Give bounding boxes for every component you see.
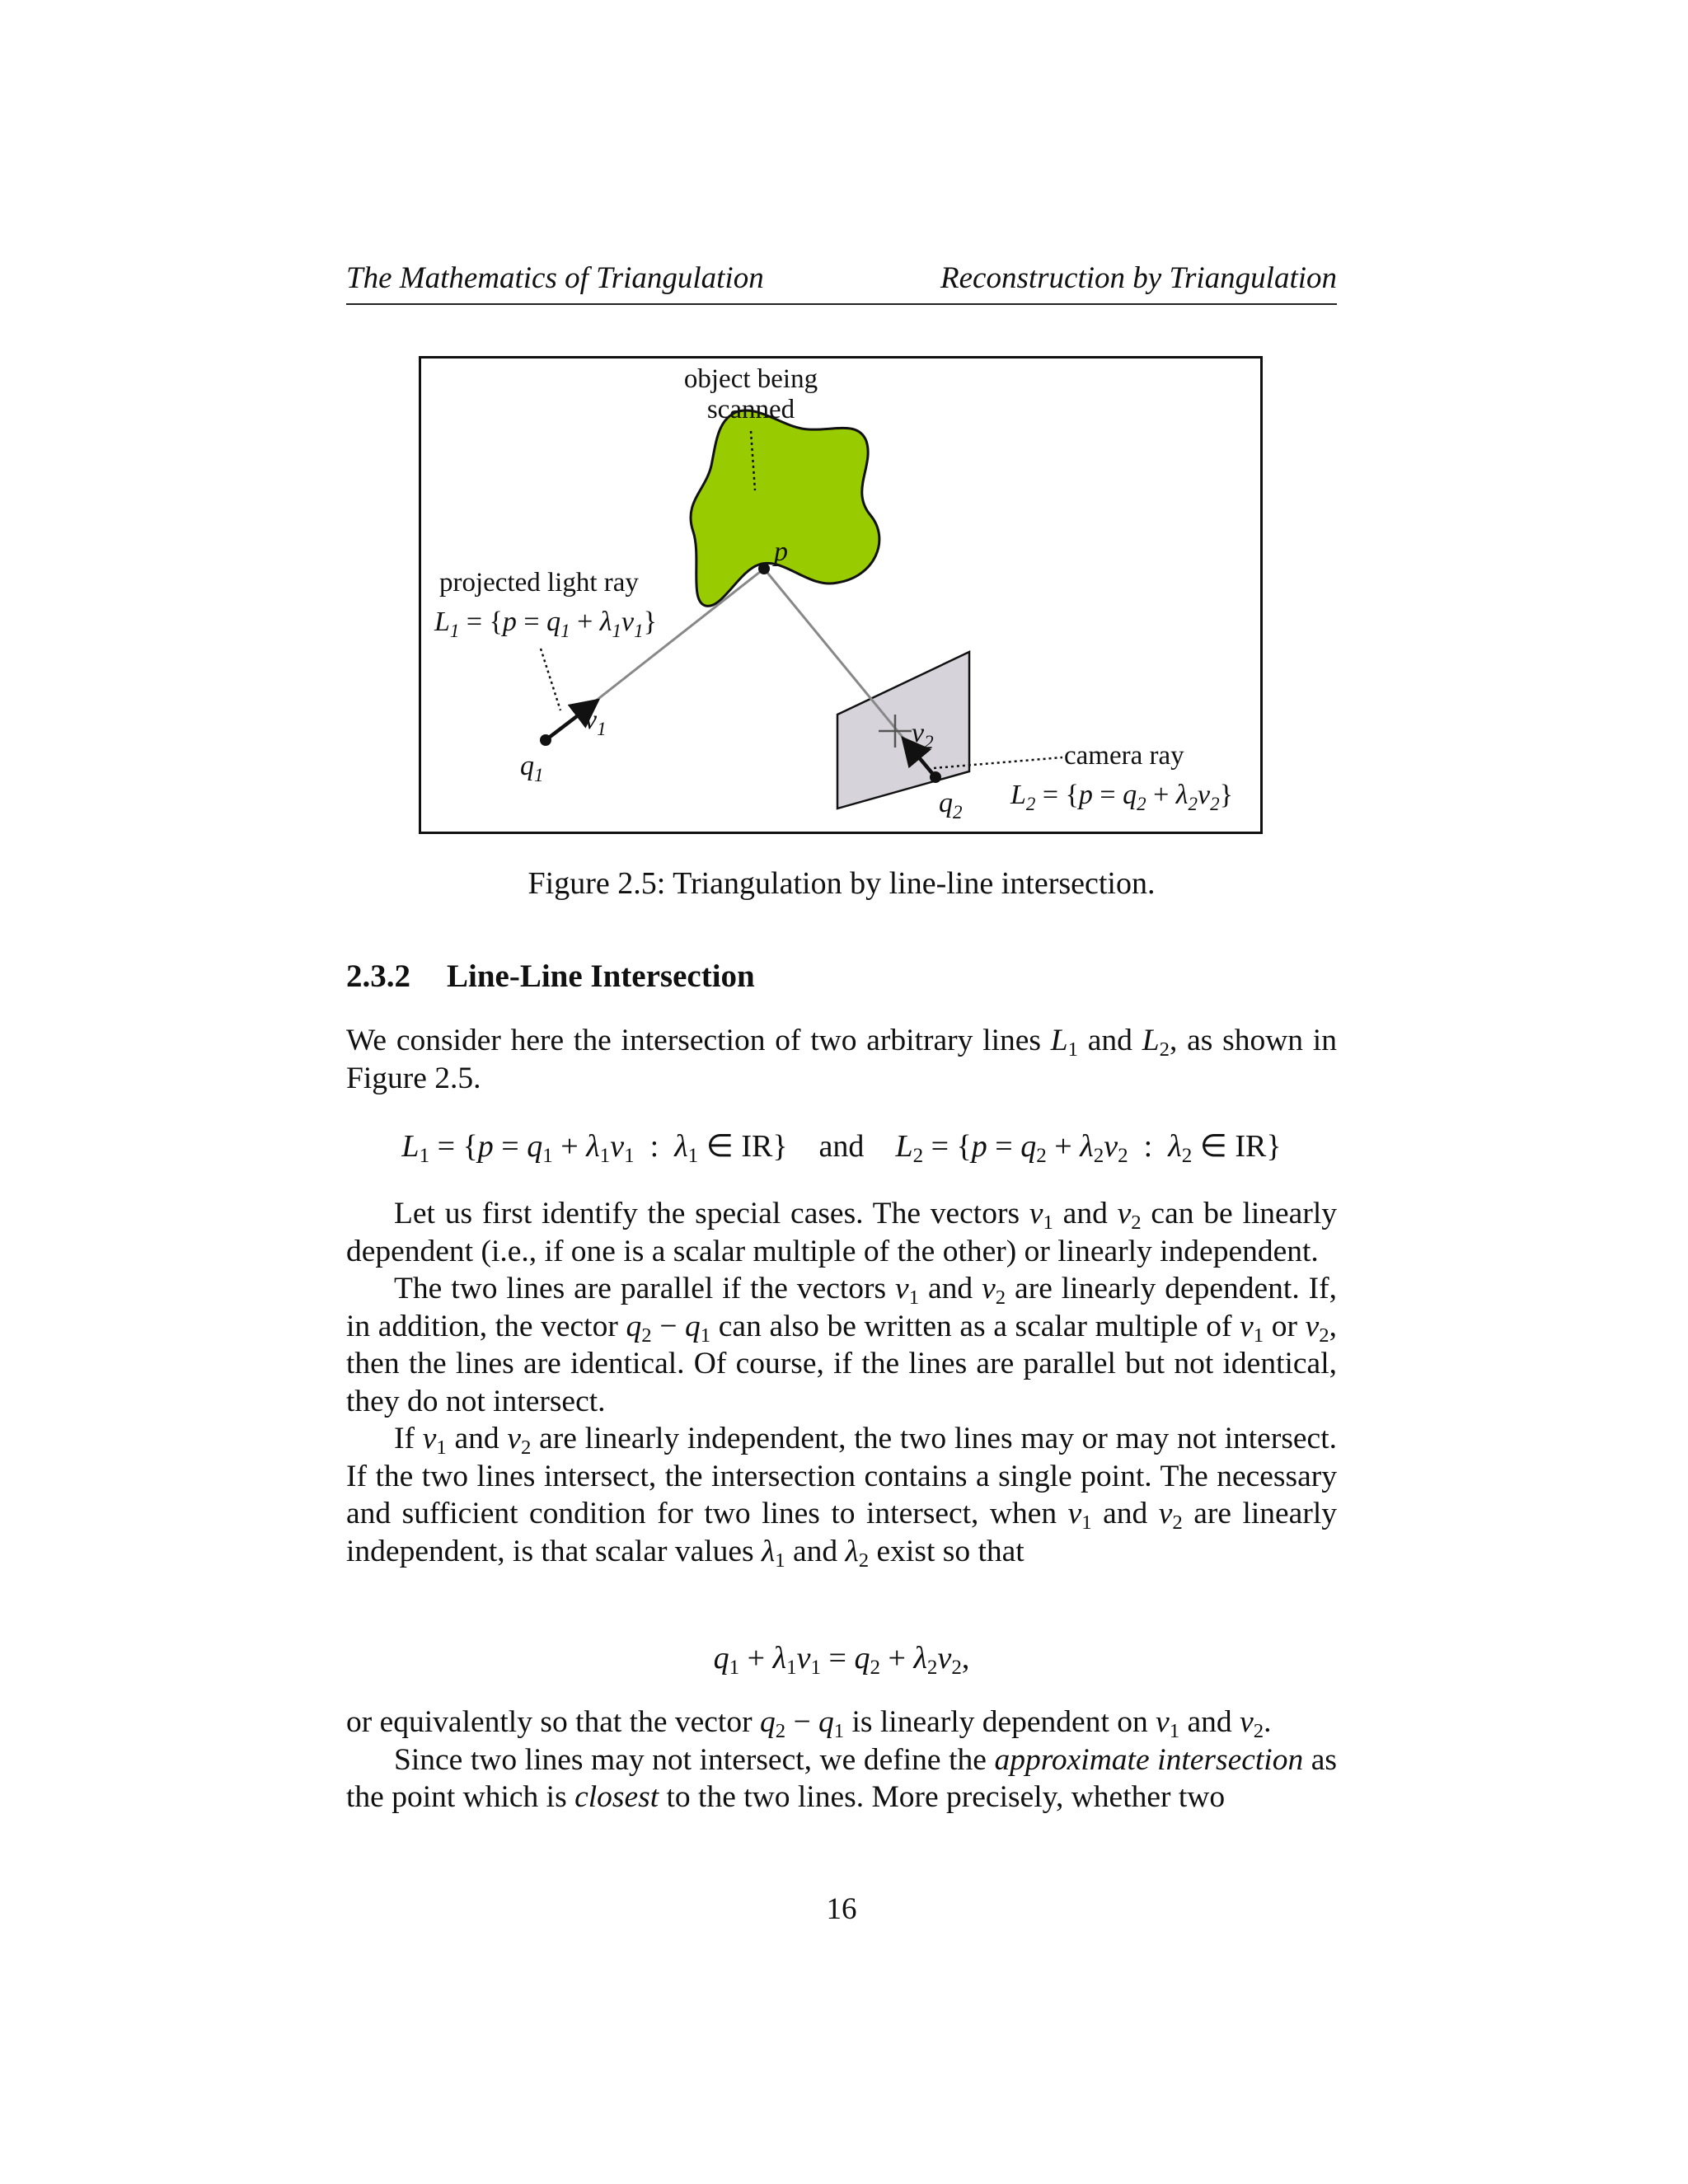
point-q1 [540,734,551,746]
equation-line-definitions: $L_1 = \{p = q_1 + \lambda_1v_1$ : $\lambda_1$ ∈ IR} and $L_2 = \{p = q_2 + \lambda_2v_2$ : $\lambda_2$ ∈ IR} [401,1129,1282,1168]
paragraph-parallel: The two lines are parallel if the vectors $v_1$ and $v_2$ are linearly dependent. If, in addition, the vector $q_2 - q_1$ can also be written as a scalar multiple of $v_1$ or $v_2$, then the lines are identical. Of course, if the lines are parallel but not identical, they do not intersect. [346,1272,1337,1418]
point-q2 [930,771,941,783]
label-q2: $q_2$ [939,788,963,823]
light-ray-equation: $L_1 = \{p = q_1 + \lambda_1v_1\}$ [434,607,657,641]
camera-ray-label: camera ray [1064,741,1184,771]
section-number: 2.3.2 [346,958,410,994]
label-p: p [774,537,788,567]
camera-ray-equation: $L_2 = \{p = q_2 + \lambda_2v_2\}$ [1010,780,1233,814]
paragraph-approximate-intersection: Since two lines may not intersect, we define the approximate intersection as the point which is closest to the two lines. More precisely, whether two [346,1742,1337,1814]
body-text-block-2 [346,1704,1337,1816]
figure-diagram [421,359,1260,832]
object-label-line1: object being [683,364,818,394]
label-v1: $v_1$ [584,705,607,739]
body-text-block [346,1195,1337,1570]
paragraph-intro: We consider here the intersection of two arbitrary lines $L_1$ and $L_2$, as shown in Figure 2.5. [346,1024,1337,1095]
running-header [346,257,1337,305]
figure-caption: Figure 2.5: Triangulation by line-line intersection. [528,866,1156,901]
point-p [758,563,770,574]
label-v2: $v_2$ [912,718,934,752]
paragraph-independent: If $v_1$ and $v_2$ are linearly independent, the two lines may or may not intersect. If the two lines intersect, the intersection contains a single point. The necessary and sufficient condition for two lines to intersect, when $v_1$ and $v_2$ are linearly independent, is that scalar values $\lambda_1$ and $\lambda_2$ exist so that [346,1422,1337,1572]
light-ray-leader [541,649,560,710]
figure-triangulation [419,356,1263,834]
section-title: Line-Line Intersection [447,958,755,994]
header-chapter-title: The Mathematics of Triangulation [346,261,764,295]
equation-intersection-condition: $q_1 + \lambda_1v_1 = q_2 + \lambda_2v_2$, [713,1641,970,1680]
paragraph-equivalently: or equivalently so that the vector $q_2 - q_1$ is linearly dependent on $v_1$ and $v_2$. [346,1705,1272,1742]
light-ray-label: projected light ray [439,568,639,598]
object-label-line2: scanned [706,395,795,424]
page-number: 16 [826,1892,857,1926]
scanned-object-shape [691,410,879,606]
label-q1: $q_1$ [520,751,544,785]
section-heading [346,958,755,995]
header-section-title: Reconstruction by Triangulation [940,261,1337,295]
paragraph-special-cases: Let us first identify the special cases. The vectors $v_1$ and $v_2$ can be linearly dependent (i.e., if one is a scalar multiple of the other) or linearly independent. [346,1197,1337,1268]
